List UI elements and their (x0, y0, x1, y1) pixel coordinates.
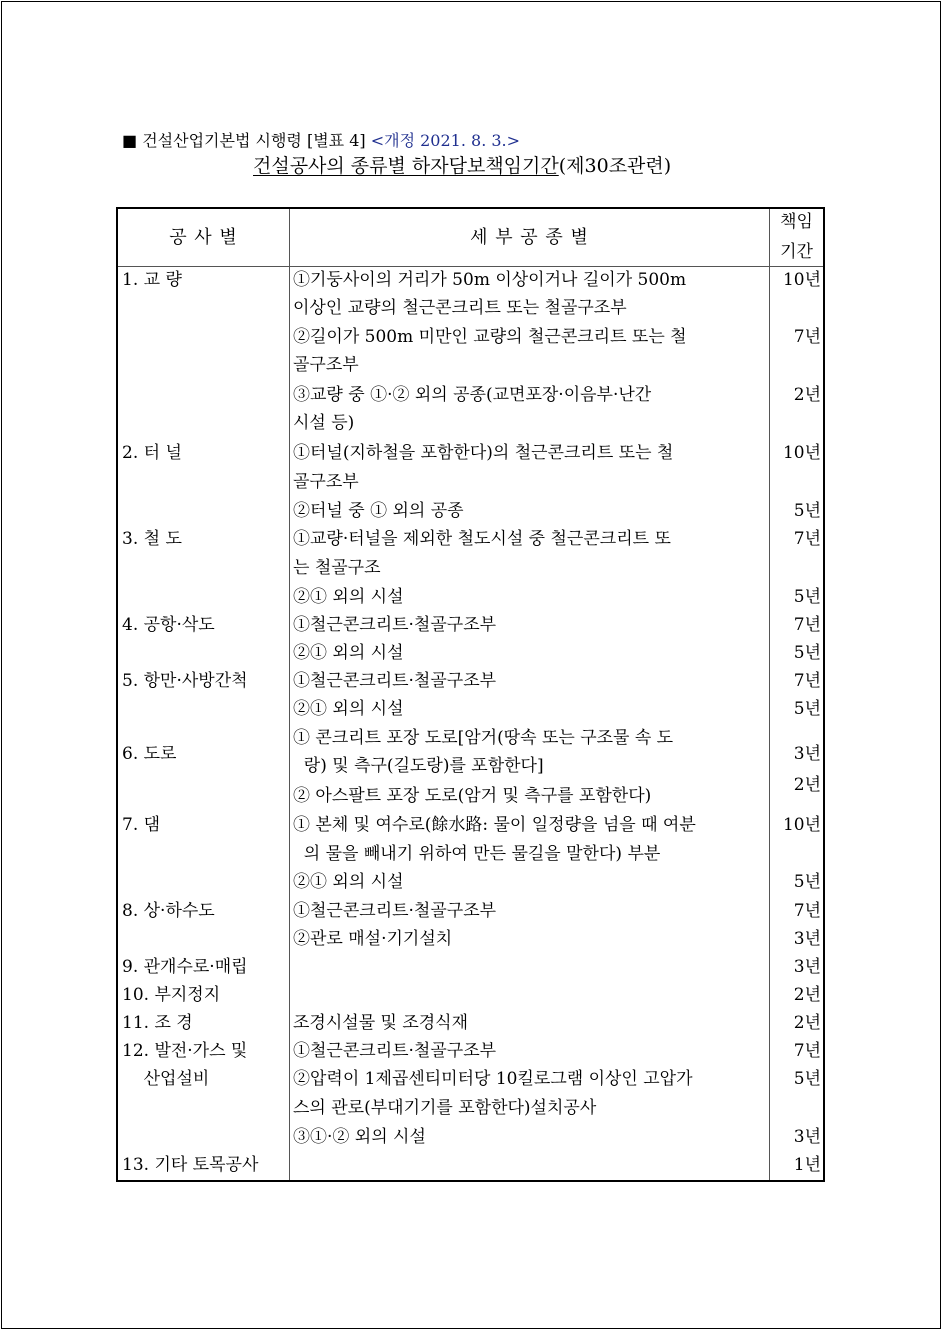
period-cell: 7년 (793, 327, 821, 347)
period-cell: 5년 (793, 872, 821, 892)
period-road-concrete: 3년 (793, 744, 821, 764)
detail-cell: ②압력이 1제곱센티미터당 10킬로그램 이상인 고압가 (293, 1069, 693, 1089)
detail-cell: ② 아스팔트 포장 도로(암거 및 측구를 포함한다) (293, 786, 652, 806)
category-cell: 9. 관개수로·매립 (122, 957, 248, 977)
detail-cell: 의 물을 빼내기 위하여 만든 물길을 말한다) 부분 (293, 844, 661, 864)
detail-cell: ①터널(지하철을 포함한다)의 철근콘크리트 또는 철 (293, 443, 674, 463)
category-cell: 8. 상·하수도 (122, 901, 215, 921)
detail-cell: 는 철골구조 (293, 558, 381, 578)
period-cell: 2년 (793, 985, 821, 1005)
detail-cell: ①철근콘크리트·철골구조부 (293, 1041, 497, 1061)
category-cell: 5. 항만·사방간척 (122, 671, 248, 691)
header-detail: 세 부 공 종 별 (470, 227, 589, 248)
detail-cell: 시설 등) (293, 413, 355, 433)
category-cell: 3. 철 도 (122, 529, 182, 549)
detail-cell: ① 콘크리트 포장 도로[암거(땅속 또는 구조물 속 도 (293, 728, 674, 748)
category-cell: 산업설비 (122, 1069, 210, 1089)
period-cell: 7년 (793, 529, 821, 549)
square-bullet-icon: ■ (122, 131, 138, 150)
column-divider (289, 209, 290, 1180)
column-divider (769, 209, 770, 1180)
detail-cell: ①기둥사이의 거리가 50m 이상이거나 길이가 500m (293, 270, 687, 290)
detail-cell: ②① 외의 시설 (293, 643, 404, 663)
detail-cell: ① 본체 및 여수로(餘水路: 물이 일정량을 넘을 때 여분 (293, 815, 696, 835)
category-cell: 13. 기타 토목공사 (122, 1155, 259, 1175)
title-main: 건설공사의 종류별 하자담보책임기간 (253, 155, 559, 177)
period-cell: 5년 (793, 1069, 821, 1089)
detail-cell: 골구조부 (293, 355, 359, 375)
detail-cell: 골구조부 (293, 472, 359, 492)
category-cell: 2. 터 널 (122, 443, 182, 463)
header-category: 공 사 별 (169, 227, 238, 248)
header-divider (118, 266, 823, 267)
period-cell: 3년 (793, 1127, 821, 1147)
detail-cell: ①교량·터널을 제외한 철도시설 중 철근콘크리트 또 (293, 529, 671, 549)
period-cell: 10년 (782, 270, 821, 290)
period-road-asphalt: 2년 (793, 775, 821, 795)
period-cell: 5년 (793, 699, 821, 719)
category-road: 6. 도로 (122, 744, 177, 764)
detail-cell: ②관로 매설·기기설치 (293, 929, 453, 949)
period-cell: 10년 (782, 443, 821, 463)
detail-cell: ①철근콘크리트·철골구조부 (293, 615, 497, 635)
header-period-line2: 기간 (780, 242, 813, 262)
category-cell: 1. 교 량 (122, 270, 182, 290)
law-reference-line (122, 128, 520, 151)
detail-cell: ③교량 중 ①·② 외의 공종(교면포장·이음부·난간 (293, 385, 652, 405)
period-cell: 10년 (782, 815, 821, 835)
category-cell: 12. 발전·가스 및 (122, 1041, 248, 1061)
warranty-period-table (116, 207, 825, 1182)
detail-cell: 조경시설물 및 조경식재 (293, 1013, 469, 1033)
period-cell: 7년 (793, 671, 821, 691)
document-title (253, 151, 671, 178)
detail-cell: 이상인 교량의 철근콘크리트 또는 철골구조부 (293, 298, 627, 318)
detail-cell: 스의 관로(부대기기를 포함한다)설치공사 (293, 1098, 597, 1118)
period-cell: 7년 (793, 1041, 821, 1061)
period-cell: 3년 (793, 957, 821, 977)
period-cell: 7년 (793, 615, 821, 635)
title-suffix: (제30조관련) (558, 155, 672, 177)
period-cell: 2년 (793, 1013, 821, 1033)
detail-cell: ①철근콘크리트·철골구조부 (293, 901, 497, 921)
detail-cell: ③①·② 외의 시설 (293, 1127, 426, 1147)
detail-cell: ②① 외의 시설 (293, 587, 404, 607)
period-cell: 3년 (793, 929, 821, 949)
amendment-date: <개정 2021. 8. 3.> (370, 131, 521, 150)
detail-cell: ①철근콘크리트·철골구조부 (293, 671, 497, 691)
period-cell: 5년 (793, 587, 821, 607)
header-period-line1: 책임 (780, 212, 813, 232)
period-cell: 1년 (793, 1155, 821, 1175)
detail-cell: ②길이가 500m 미만인 교량의 철근콘크리트 또는 철 (293, 327, 687, 347)
detail-cell: ②터널 중 ① 외의 공종 (293, 501, 464, 521)
period-cell: 2년 (793, 385, 821, 405)
detail-cell: ②① 외의 시설 (293, 872, 404, 892)
category-cell: 10. 부지정지 (122, 985, 221, 1005)
category-cell: 11. 조 경 (122, 1013, 193, 1033)
category-cell: 4. 공항·삭도 (122, 615, 215, 635)
period-cell: 7년 (793, 901, 821, 921)
period-cell: 5년 (793, 643, 821, 663)
category-cell: 7. 댐 (122, 815, 161, 835)
detail-cell: ②① 외의 시설 (293, 699, 404, 719)
period-cell: 5년 (793, 501, 821, 521)
law-reference: 건설산업기본법 시행령 [별표 4] (142, 131, 366, 150)
detail-cell: 랑) 및 측구(길도랑)를 포함한다] (293, 756, 544, 776)
